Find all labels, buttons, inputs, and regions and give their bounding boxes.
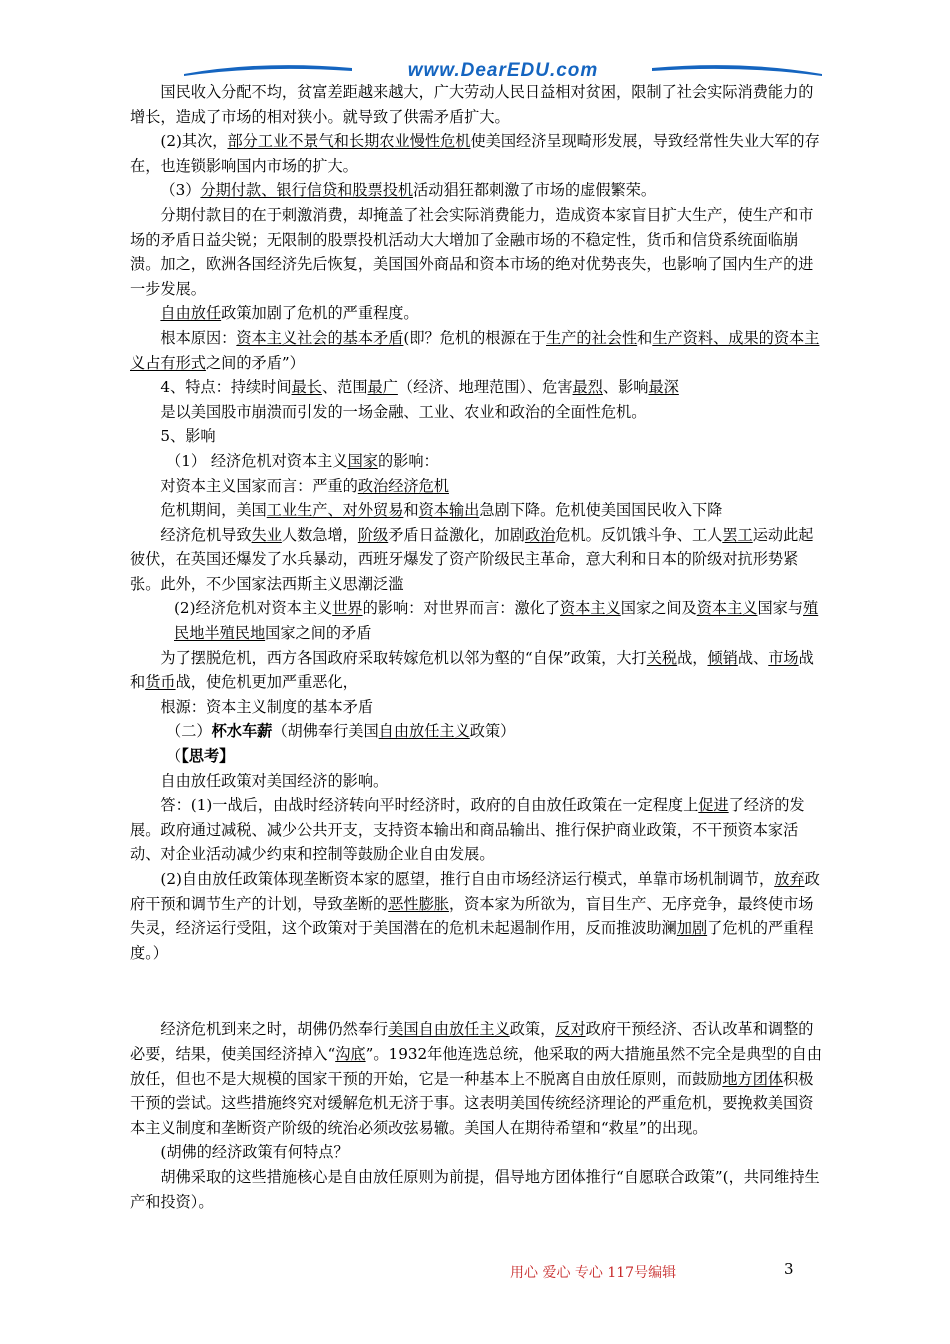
paragraph: 自由放任政策加剧了危机的严重程度。	[160, 304, 419, 323]
paragraph: 根本原因：资本主义社会的基本矛盾(即？危机的根源在于生产的社会性和生产资料、成果的资本主义占有形式之间的矛盾”）	[130, 328, 820, 372]
paragraph: 经济危机到来之时，胡佛仍然奉行美国自由放任主义政策，反对政府干预经济、否认改革和调整的必要，结果，使美国经济掉入“沟底”。1932年他连选总统，他采取的两大措施虽然不完全是典型的自由放任，但也不是大规模的国家干预的开始，它是一种基本上不脱离自由放任原则，而鼓励地方团体积极干预的尝试。这些措施终究对缓解危机无济于事。这表明美国传统经济理论的严重危机，要挽救美国资本主义制度和垄断资产阶级的统治必须改弦易辙。美国人在期待希望和“救星”的出现。	[130, 1020, 823, 1137]
paragraph: (2)其次，部分工业不景气和长期农业慢性危机使美国经济呈现畸形发展，导致经常性失业大军的存在，也连锁影响国内市场的扩大。	[130, 132, 820, 175]
paragraph: (2)经济危机对资本主义世界的影响：对世界而言：激化了资本主义国家之间及资本主义国家与殖民地半殖民地国家之间的矛盾	[174, 599, 819, 643]
paragraph: 答：(1)一战后，由战时经济转向平时经济时，政府的自由放任政策在一定程度上促进了经济的发展。政府通过减税、减少公共开支，支持资本输出和商品输出、推行保护商业政策，不干预资本家活动、对企业活动减少约束和控制等鼓励企业自由发展。	[130, 796, 805, 864]
paragraph: 经济危机导致失业人数急增，阶级矛盾日益激化，加剧政治危机。反饥饿斗争、工人罢工运动此起彼伏，在英国还爆发了水兵暴动，西班牙爆发了资产阶级民主革命，意大利和日本的阶级对抗形势紧张。此外，不少国家法西斯主义思潮泛滥	[130, 525, 814, 593]
footer-editor-note: 用心 爱心 专心 117号编辑	[510, 1265, 677, 1281]
paragraph: 为了摆脱危机，西方各国政府采取转嫁危机以邻为壑的“自保”政策，大打关税战，倾销战、市场战和货币战，使危机更加严重恶化，	[130, 648, 814, 692]
site-url[interactable]: www.DearEDU.com	[407, 60, 599, 81]
paragraph-spacer	[130, 965, 826, 1017]
paragraph: 4、特点：持续时间最长、范围最广（经济、地理范围）、危害最烈、影响最深	[160, 378, 679, 397]
paragraph: （二）杯水车薪（胡佛奉行美国自由放任主义政策）	[166, 722, 516, 741]
paragraph: 是以美国股市崩溃而引发的一场金融、工业、农业和政治的全面性危机。	[160, 402, 647, 421]
paragraph: 对资本主义国家而言：严重的政治经济危机	[160, 476, 449, 495]
paragraph: 国民收入分配不均，贫富差距越来越大，广大劳动人民日益相对贫困，限制了社会实际消费能力的增长，造成了市场的相对狭小。就导致了供需矛盾扩大。	[130, 83, 814, 126]
paragraph: 胡佛采取的这些措施核心是自由放任原则为前提，倡导地方团体推行“自愿联合政策”(，共同维持生产和投资）。	[130, 1167, 820, 1211]
paragraph: (胡佛的经济政策有何特点？	[160, 1143, 349, 1162]
paragraph: （1） 经济危机对资本主义国家的影响：	[166, 451, 439, 470]
paragraph: （【思考】	[166, 747, 235, 766]
paragraph: 分期付款目的在于刺激消费，却掩盖了社会实际消费能力，造成资本家盲目扩大生产，使生产和市场的矛盾日益尖锐；无限制的股票投机活动大大增加了金融市场的不稳定性，货币和信贷系统面临崩溃。加之，欧洲各国经济先后恢复，美国国外商品和资本市场的绝对优势丧失，也影响了国内生产的进一步发展。	[130, 205, 814, 298]
paragraph: 5、影响	[160, 427, 216, 446]
paragraph: 自由放任政策对美国经济的影响。	[160, 771, 389, 790]
paragraph: 根源：资本主义制度的基本矛盾	[160, 697, 374, 716]
paragraph: （3）分期付款、银行信贷和股票投机活动猖狂都刺激了市场的虚假繁荣。	[160, 181, 657, 200]
paragraph: (2)自由放任政策体现垄断资本家的愿望，推行自由市场经济运行模式，单靠市场机制调节，放弃政府干预和调节生产的计划，导致垄断的恶性膨胀，资本家为所欲为，盲目生产、无序竞争，最终使市场失灵，经济运行受阻，这个政策对于美国潜在的危机未起遏制作用，反而推波助澜加剧了危机的严重程度。）	[130, 870, 820, 962]
document-body	[130, 80, 826, 1214]
paragraph: 危机期间，美国工业生产、对外贸易和资本输出急剧下降。危机使美国国民收入下降	[160, 501, 723, 520]
page-number: 3	[784, 1260, 794, 1278]
